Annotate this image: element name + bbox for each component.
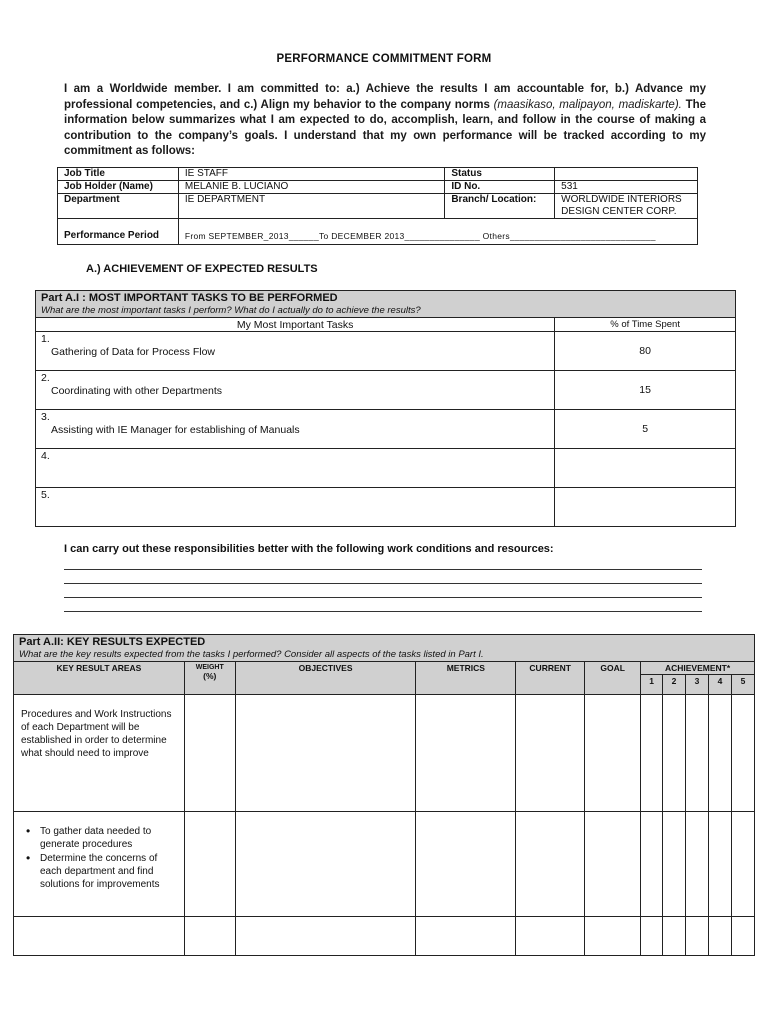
job-title-value[interactable]: IE STAFF [178,168,444,181]
table-row [14,812,755,917]
task-number: 4. [41,450,50,462]
blank-line[interactable] [64,570,702,584]
part-a2-subtitle: What are the key results expected from the tasks I performed? Consider all aspects of the tasks listed in Part I. [19,649,484,660]
department-label: Department [58,194,179,219]
achievement-cell[interactable] [731,917,754,956]
part-a2-title: Part A.II: KEY RESULTS EXPECTED [19,636,206,648]
goal-cell[interactable] [585,917,641,956]
achievement-cell[interactable] [663,917,686,956]
table-row [14,695,755,812]
table-row [36,332,736,371]
part-a1-table [35,290,736,527]
part-a1-title: Part A.I : MOST IMPORTANT TASKS TO BE PERFORMED [41,292,338,304]
period-label: Performance Period [58,219,179,245]
weight-cell[interactable] [184,812,235,917]
department-value[interactable]: IE DEPARTMENT [178,194,444,219]
kra-cell[interactable]: Procedures and Work Instructions of each Department will be established in order to determine what should need to improve [14,695,185,812]
objectives-cell[interactable] [235,917,416,956]
table-row [36,488,736,527]
achievement-level-2: 2 [663,675,686,695]
conditions-prompt: I can carry out these responsibilities better with the following work conditions and resources: [64,543,554,555]
achievement-level-5: 5 [731,675,754,695]
conditions-lines[interactable] [64,556,702,612]
metrics-cell[interactable] [416,917,516,956]
job-holder-label: Job Holder (Name) [58,181,179,194]
task-number: 3. [41,411,50,423]
status-label: Status [445,168,555,181]
list-item: • Determine the concerns of each department and find solutions for improvements [24,852,180,891]
task-cell[interactable] [36,332,555,371]
task-cell[interactable] [36,410,555,449]
metrics-column-header: METRICS [416,662,516,695]
kra-column-header: KEY RESULT AREAS [14,662,185,695]
intro-text-1: I am a Worldwide member. I am committed to: a.) Achieve the results I am accountable for, b.) Advance my professional competencies, and c.) Align my behavior to the company norms [64,83,706,111]
task-cell[interactable] [36,449,555,488]
kra-bullet-list [14,812,184,891]
goal-cell[interactable] [585,695,641,812]
achievement-cell[interactable] [709,695,732,812]
achievement-cell[interactable] [641,695,663,812]
achievement-cell[interactable] [686,695,709,812]
weight-column-header [184,662,235,695]
time-percent[interactable]: 5 [555,410,736,449]
employee-info-table [57,167,698,245]
intro-norms: (maasikaso, malipayon, madiskarte). [493,98,682,111]
achievement-cell[interactable] [641,812,663,917]
form-title: PERFORMANCE COMMITMENT FORM [276,53,492,65]
goal-cell[interactable] [585,812,641,917]
kra-cell[interactable] [14,812,185,917]
current-column-header: CURRENT [516,662,585,695]
task-text: Coordinating with other Departments [51,385,223,397]
achievement-cell[interactable] [686,917,709,956]
task-text: Assisting with IE Manager for establishing of Manuals [51,424,300,436]
weight-cell[interactable] [184,917,235,956]
achievement-level-1: 1 [641,675,663,695]
current-cell[interactable] [516,812,585,917]
weight-unit: (%) [203,671,217,681]
time-percent[interactable]: 80 [555,332,736,371]
objectives-cell[interactable] [235,812,416,917]
achievement-cell[interactable] [663,695,686,812]
part-a2-table [13,634,755,956]
time-percent[interactable] [555,449,736,488]
kra-cell[interactable] [14,917,185,956]
weight-cell[interactable] [184,695,235,812]
achievement-cell[interactable] [663,812,686,917]
job-title-label: Job Title [58,168,179,181]
goal-column-header: GOAL [585,662,641,695]
table-row [36,371,736,410]
achievement-cell[interactable] [731,812,754,917]
metrics-cell[interactable] [416,812,516,917]
part-a1-subtitle: What are the most important tasks I perform? What do I actually do to achieve the results? [41,305,421,316]
task-number: 5. [41,489,50,501]
achievement-cell[interactable] [641,917,663,956]
time-column-header: % of Time Spent [555,318,736,332]
id-label: ID No. [445,181,555,194]
blank-line[interactable] [64,598,702,612]
id-value[interactable]: 531 [555,181,698,194]
table-row [36,410,736,449]
status-value[interactable] [555,168,698,181]
blank-line[interactable] [64,584,702,598]
part-a2-header [14,635,755,662]
part-a1-header [36,291,736,318]
achievement-level-3: 3 [686,675,709,695]
current-cell[interactable] [516,695,585,812]
period-value[interactable]: From SEPTEMBER_2013______To DECEMBER 2013_______________ Others_____________________________ [178,219,697,245]
time-percent[interactable] [555,488,736,527]
tasks-column-header: My Most Important Tasks [36,318,555,332]
achievement-level-4: 4 [709,675,732,695]
achievement-cell[interactable] [731,695,754,812]
intro-text-2: The information below summarizes what I am expected to do, accomplish, learn, and follow in the course of making a contribution to the company’s goals. I understand that my own performance will be tracked according to my commitment as follows: [64,98,707,157]
task-number: 2. [41,372,50,384]
task-number: 1. [41,333,50,345]
table-row [36,449,736,488]
time-percent[interactable]: 15 [555,371,736,410]
list-item: • To gather data needed to generate procedures [24,825,180,851]
achievement-column-header: ACHIEVEMENT* [641,662,755,675]
weight-label: WEIGHT [195,664,224,671]
branch-value[interactable]: WORLDWIDE INTERIORS DESIGN CENTER CORP. [555,194,698,219]
objectives-cell[interactable] [235,695,416,812]
job-holder-value[interactable]: MELANIE B. LUCIANO [178,181,444,194]
achievement-cell[interactable] [709,812,732,917]
current-cell[interactable] [516,917,585,956]
intro-paragraph [64,82,706,160]
section-heading: A.) ACHIEVEMENT OF EXPECTED RESULTS [86,263,318,275]
objectives-column-header: OBJECTIVES [235,662,416,695]
task-text: Gathering of Data for Process Flow [51,346,215,358]
branch-label: Branch/ Location: [445,194,555,219]
achievement-cell[interactable] [686,812,709,917]
task-cell[interactable] [36,488,555,527]
task-cell[interactable] [36,371,555,410]
metrics-cell[interactable] [416,695,516,812]
blank-line[interactable] [64,556,702,570]
achievement-cell[interactable] [709,917,732,956]
table-row [14,917,755,956]
